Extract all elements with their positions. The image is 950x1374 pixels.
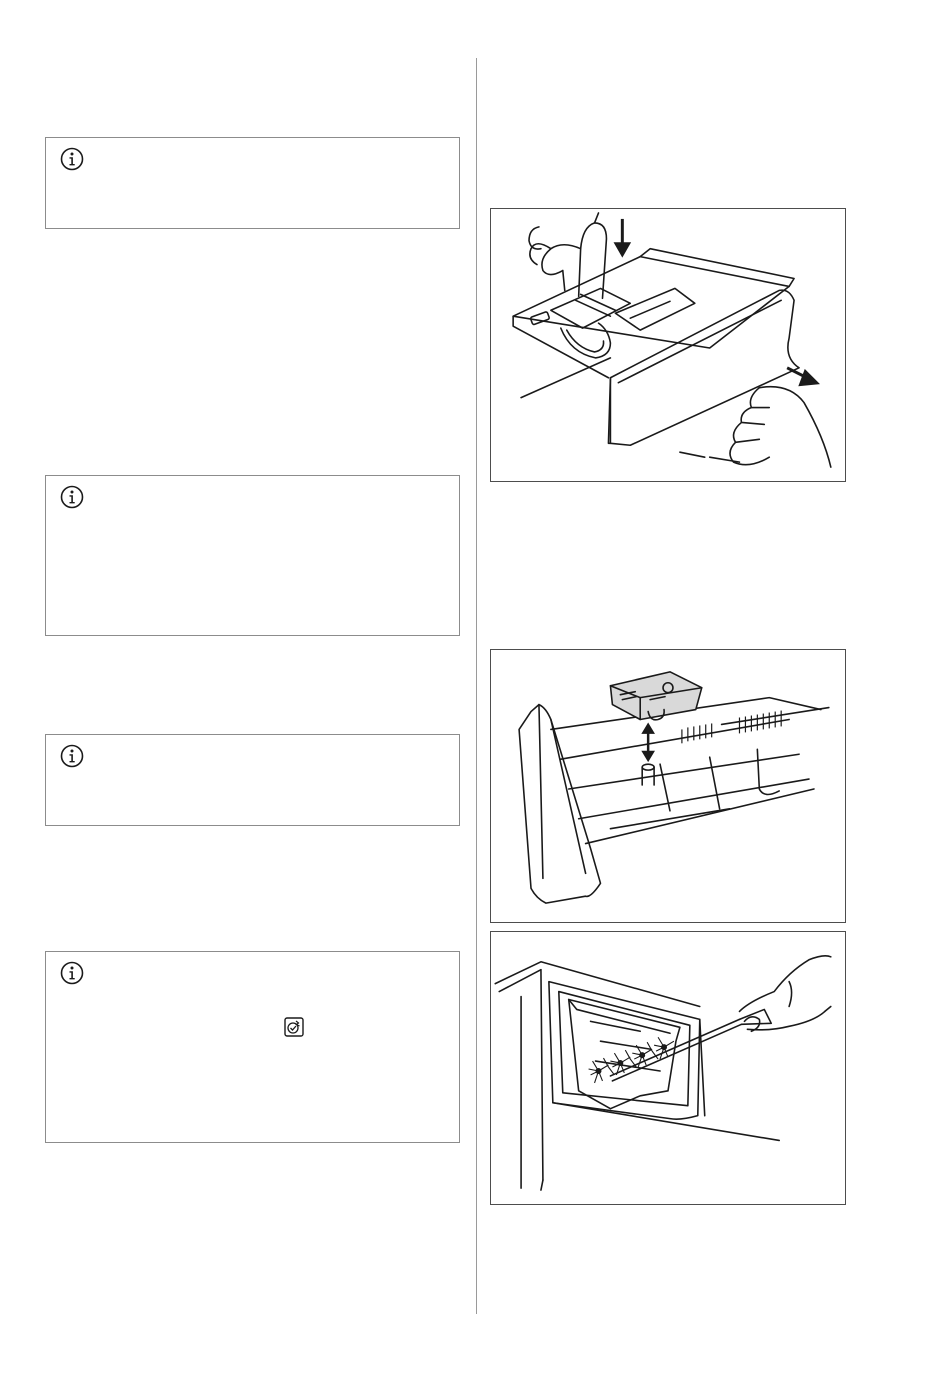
info-icon [60,961,84,985]
dispenser-removal-illustration [491,209,845,481]
info-icon [60,147,84,171]
figure-recess-cleaning [490,931,846,1205]
column-divider [476,58,477,1314]
figure-dispenser-removal [490,208,846,482]
info-note-2 [45,475,460,636]
figure-siphon-cleaning [490,649,846,923]
info-icon [60,744,84,768]
info-note-4 [45,951,460,1143]
recess-cleaning-illustration [491,932,845,1204]
drum-clean-icon [284,1017,304,1037]
info-icon [60,485,84,509]
info-note-3 [45,734,460,826]
siphon-cleaning-illustration [491,650,845,922]
info-note-1 [45,137,460,229]
